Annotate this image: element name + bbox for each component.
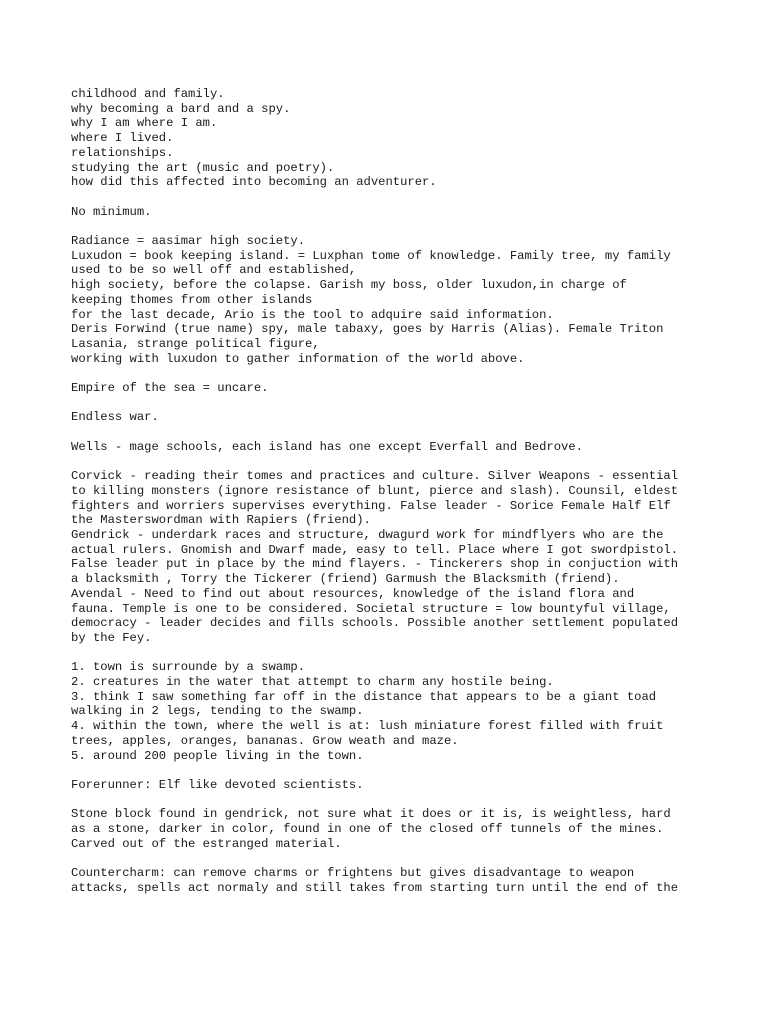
text-line: 1. town is surrounde by a swamp. xyxy=(71,660,306,675)
text-line: why becoming a bard and a spy. xyxy=(71,101,291,116)
text-line: by the Fey. xyxy=(71,630,152,645)
text-line: Empire of the sea = uncare. xyxy=(71,381,269,396)
text-line: how did this affected into becoming an adventurer. xyxy=(71,175,437,190)
text-line: for the last decade, Ario is the tool to adquire said information. xyxy=(71,307,554,322)
paragraph xyxy=(71,234,711,366)
text-line: fighters and worriers supervises everything. False leader - Sorice Female Half Elf xyxy=(71,498,671,513)
text-line: why I am where I am. xyxy=(71,116,218,131)
text-line: studying the art (music and poetry). xyxy=(71,160,335,175)
text-line: 5. around 200 people living in the town. xyxy=(71,748,364,763)
text-line: actual rulers. Gnomish and Dwarf made, easy to tell. Place where I got swordpistol. xyxy=(71,542,679,557)
text-line: Endless war. xyxy=(71,410,159,425)
paragraph xyxy=(71,866,711,895)
text-line: Corvick - reading their tomes and practices and culture. Silver Weapons - essential xyxy=(71,469,679,484)
document-body xyxy=(71,87,711,910)
text-line: attacks, spells act normaly and still takes from starting turn until the end of the xyxy=(71,880,679,895)
text-line: walking in 2 legs, tending to the swamp. xyxy=(71,704,364,719)
text-line: False leader put in place by the mind flayers. - Tinckerers shop in conjuction with xyxy=(71,557,679,572)
paragraph xyxy=(71,807,711,851)
text-line: Stone block found in gendrick, not sure what it does or it is, is weightless, hard xyxy=(71,807,671,822)
text-line: 3. think I saw something far off in the distance that appears to be a giant toad xyxy=(71,689,657,704)
text-line: used to be so well off and established, xyxy=(71,263,357,278)
text-line: democracy - leader decides and fills schools. Possible another settlement populated xyxy=(71,616,679,631)
text-line: childhood and family. xyxy=(71,87,225,101)
text-line: Gendrick - underdark races and structure, dwagurd work for mindflyers who are the xyxy=(71,528,664,542)
text-line: 4. within the town, where the well is at: lush miniature forest filled with fruit xyxy=(71,719,664,734)
text-line: Radiance = aasimar high society. xyxy=(71,234,306,248)
text-line: a blacksmith , Torry the Tickerer (friend) Garmush the Blacksmith (friend). xyxy=(71,572,620,587)
text-line: Wells - mage schools, each island has one except Everfall and Bedrove. xyxy=(71,439,583,454)
text-line: trees, apples, oranges, bananas. Grow weath and maze. xyxy=(71,733,459,748)
paragraph xyxy=(71,205,711,220)
text-line: keeping thomes from other islands xyxy=(71,292,313,307)
text-line: the Masterswordman with Rapiers (friend). xyxy=(71,513,371,528)
paragraph xyxy=(71,469,711,645)
paragraph xyxy=(71,660,711,763)
text-line: Carved out of the estranged material. xyxy=(71,836,342,851)
text-line: to killing monsters (ignore resistance of blunt, pierce and slash). Counsil, eldest xyxy=(71,483,679,498)
text-line: fauna. Temple is one to be considered. Societal structure = low bountyful village, xyxy=(71,601,671,616)
paragraph xyxy=(71,410,711,425)
text-line: Countercharm: can remove charms or frightens but gives disadvantage to weapon xyxy=(71,866,635,881)
text-line: Forerunner: Elf like devoted scientists. xyxy=(71,777,364,792)
paragraph xyxy=(71,778,711,793)
text-line: relationships. xyxy=(71,145,174,160)
paragraph xyxy=(71,381,711,396)
text-line: Luxudon = book keeping island. = Luxphan tome of knowledge. Family tree, my family xyxy=(71,248,671,263)
text-line: where I lived. xyxy=(71,131,174,146)
text-line: Avendal - Need to find out about resources, knowledge of the island flora and xyxy=(71,586,635,601)
text-line: as a stone, darker in color, found in one of the closed off tunnels of the mines. xyxy=(71,822,664,837)
text-line: working with luxudon to gather information of the world above. xyxy=(71,351,525,366)
paragraph xyxy=(71,87,711,190)
text-line: No minimum. xyxy=(71,204,152,219)
text-line: high society, before the colapse. Garish my boss, older luxudon,in charge of xyxy=(71,278,627,293)
text-line: 2. creatures in the water that attempt to charm any hostile being. xyxy=(71,675,554,690)
paragraph xyxy=(71,440,711,455)
text-line: Deris Forwind (true name) spy, male tabaxy, goes by Harris (Alias). Female Triton xyxy=(71,322,664,337)
text-line: Lasania, strange political figure, xyxy=(71,336,320,351)
